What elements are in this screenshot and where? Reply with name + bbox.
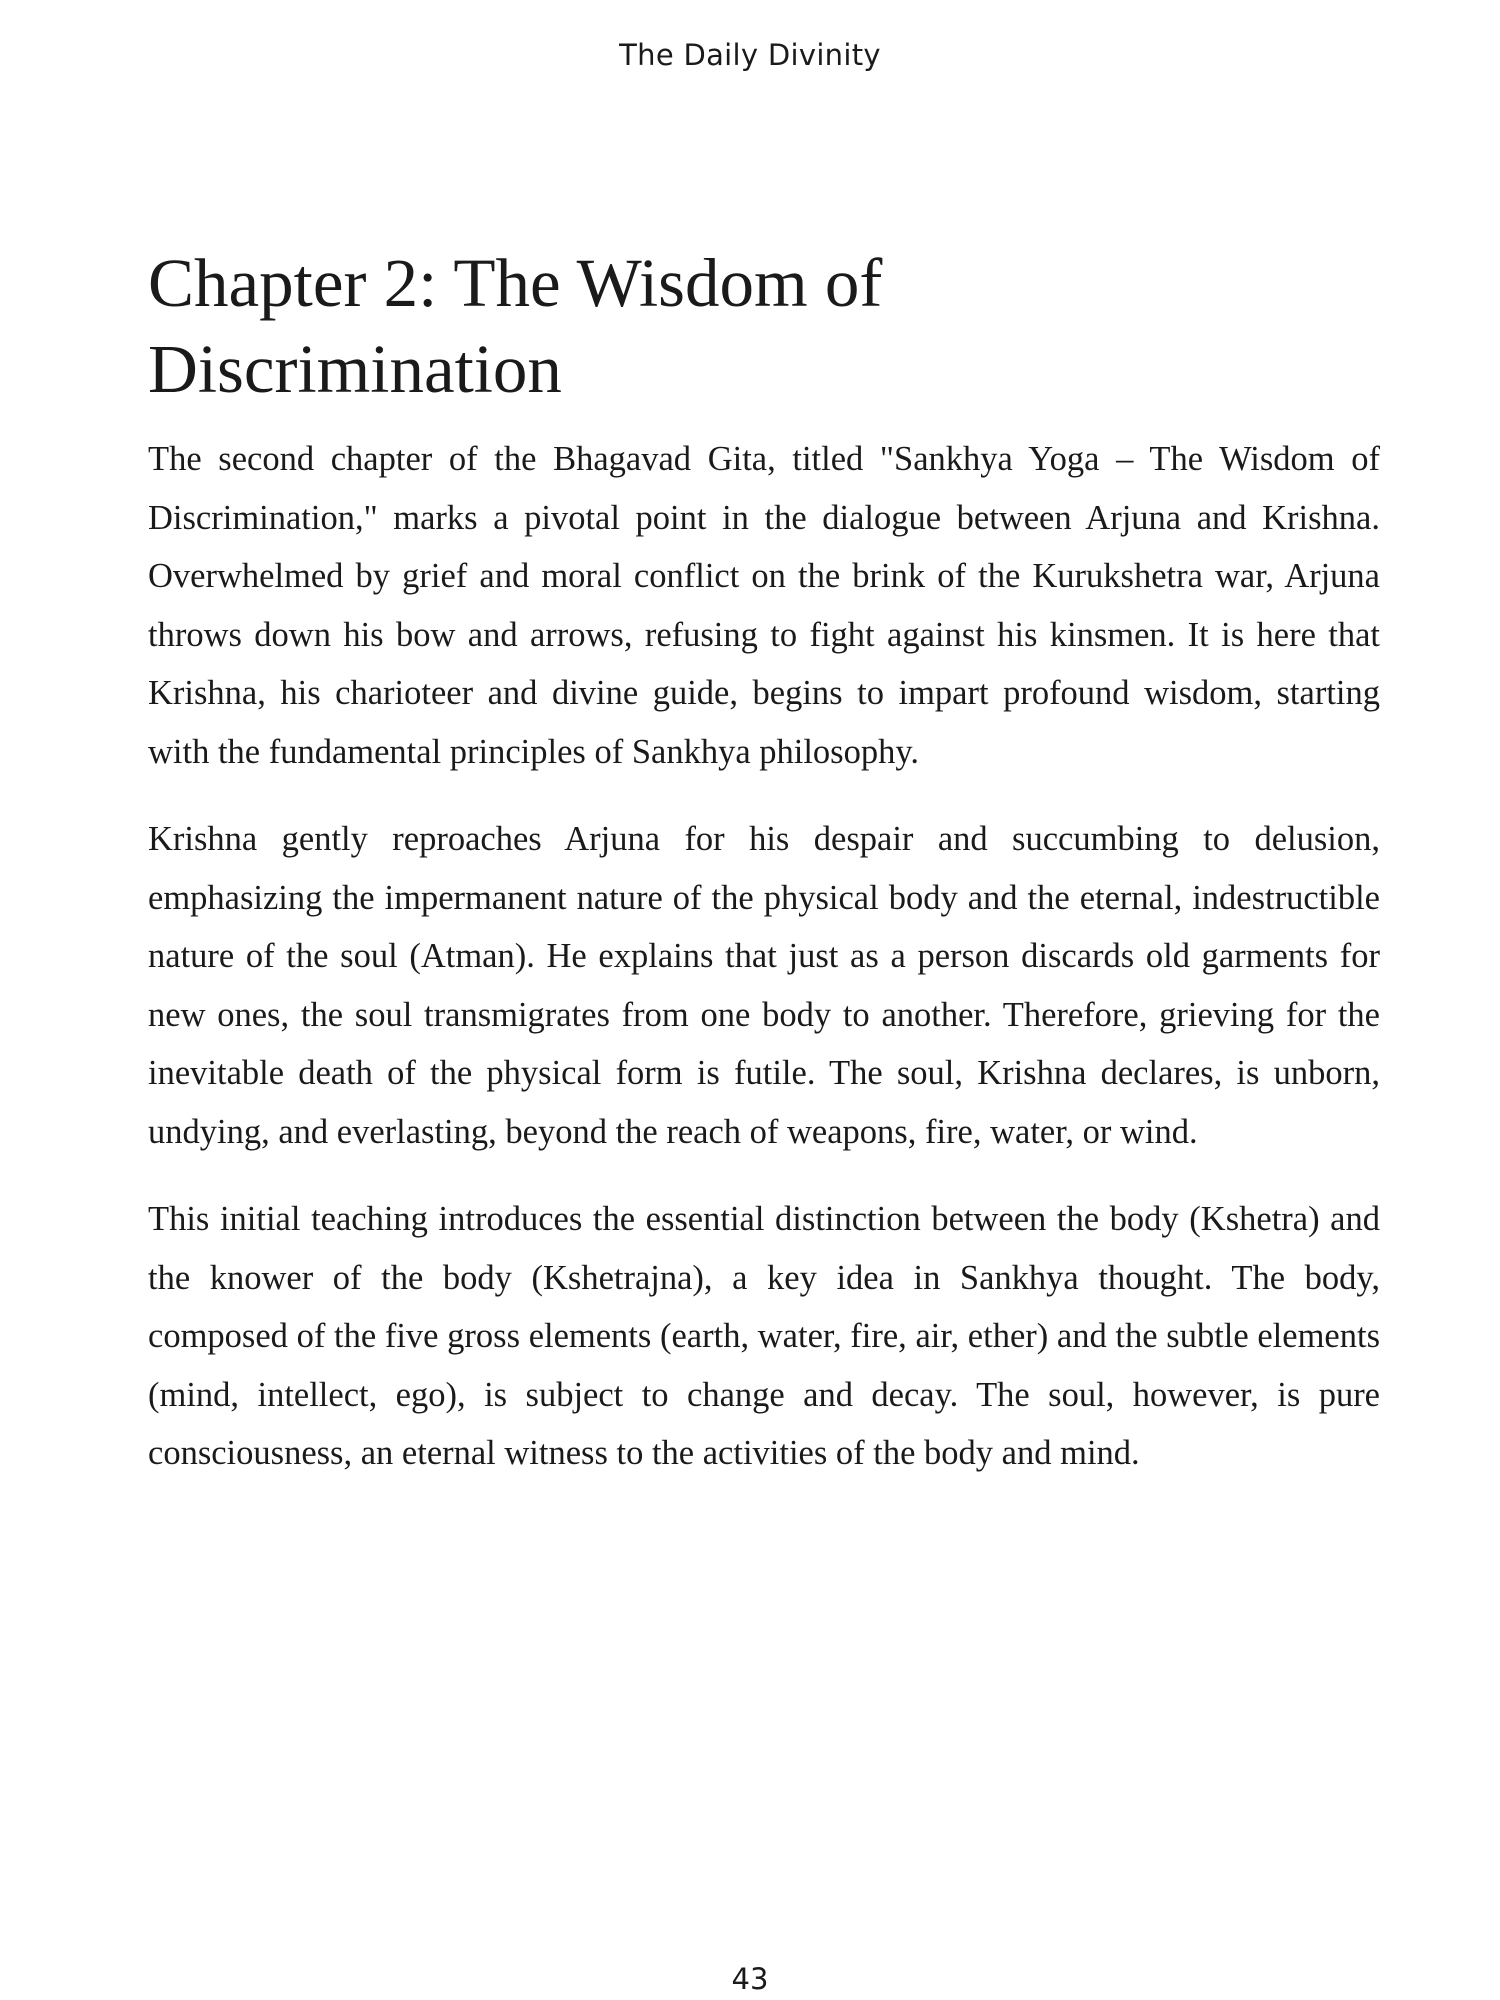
paragraph-3: This initial teaching introduces the essential distinction between the body (Kshetra) and the knower of the body (Kshetrajna), a key idea in Sankhya thought. The body, composed of the five gross elements (earth, water, fire, air, ether) and the subtle elements (mind, intellect, ego), is subject to change and decay. The soul, however, is pure consciousness, an eternal witness to the activities of the body and mind. — [148, 1200, 1380, 1472]
paragraph-2: Krishna gently reproaches Arjuna for his despair and succumbing to delusion, emphasizing the impermanent nature of the physical body and the eternal, indestructible nature of the soul (Atman). He explains that just as a person discards old garments for new ones, the soul transmigrates from one body to another. Therefore, grieving for the inevitable death of the physical form is futile. The soul, Krishna declares, is unborn, undying, and everlasting, beyond the reach of weapons, fire, water, or wind. — [148, 820, 1380, 1151]
page-number: 43 — [731, 1962, 769, 1996]
chapter-title-line-1: Chapter 2: The Wisdom of — [148, 245, 883, 321]
chapter-title — [148, 240, 1368, 412]
running-header: The Daily Divinity — [619, 38, 881, 72]
body-text — [148, 430, 1380, 1512]
chapter-title-line-2: Discrimination — [148, 331, 562, 407]
paragraph-1: The second chapter of the Bhagavad Gita, titled "Sankhya Yoga – The Wisdom of Discrimination," marks a pivotal point in the dialogue between Arjuna and Krishna. Overwhelmed by grief and moral conflict on the brink of the Kurukshetra war, Arjuna throws down his bow and arrows, refusing to fight against his kinsmen. It is here that Krishna, his charioteer and divine guide, begins to impart profound wisdom, starting with the fundamental principles of Sankhya philosophy. — [148, 440, 1380, 771]
